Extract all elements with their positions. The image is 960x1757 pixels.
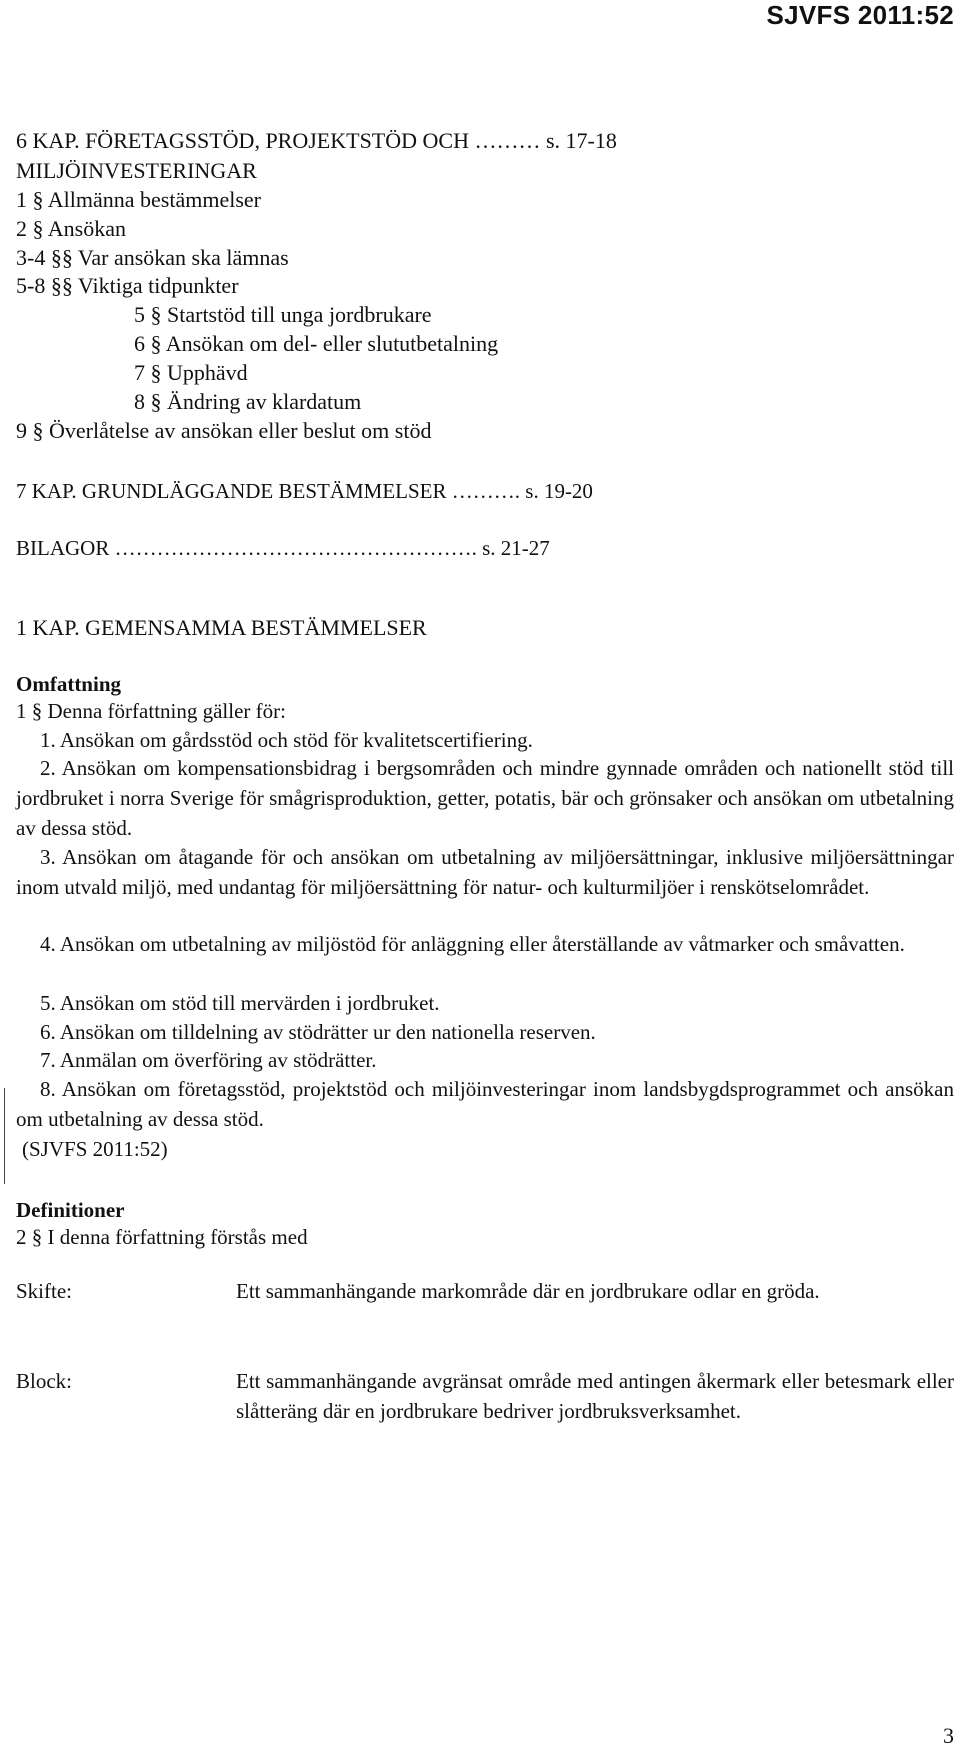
scope-item-5: 5. Ansökan om stöd till mervärden i jordbruket. — [40, 991, 440, 1015]
definitioner-heading: Definitioner — [16, 1198, 125, 1222]
definition-text: Ett sammanhängande avgränsat område med antingen åkermark eller betesmark eller slåtteräng där en jordbrukare bedriver jordbruksverksamhet. — [236, 1369, 954, 1423]
toc-item: 1 § Allmänna bestämmelser — [16, 187, 261, 212]
chapter-1-title: 1 KAP. GEMENSAMMA BESTÄMMELSER — [16, 615, 427, 640]
toc-item: 5-8 §§ Viktiga tidpunkter — [16, 273, 239, 298]
definition-text: Ett sammanhängande markområde där en jordbrukare odlar en gröda. — [236, 1279, 820, 1303]
scope-item-2: 2. Ansökan om kompensationsbidrag i bergsområden och mindre gynnade områden och nationellt stöd till jordbruket i norra Sverige för smågrisproduktion, getter, potatis, bär och grönsaker och ansökan om utbetalning av dessa stöd. — [16, 756, 954, 840]
scope-item-3: 3. Ansökan om åtagande för och ansökan om utbetalning av miljöersättningar, inklusive miljöersättningar inom utvald miljö, med undantag för miljöersättning för natur- och kulturmiljöer i renskötselområdet. — [16, 845, 954, 899]
definition-term: Block: — [16, 1369, 72, 1393]
document-id-header: SJVFS 2011:52 — [766, 0, 954, 30]
toc-chapter-6-line1: 6 KAP. FÖRETAGSSTÖD, PROJEKTSTÖD OCH ……… s. 17-18 — [16, 128, 617, 153]
toc-item: 3-4 §§ Var ansökan ska lämnas — [16, 245, 289, 270]
margin-change-bar — [4, 1088, 5, 1184]
scope-item-6: 6. Ansökan om tilldelning av stödrätter ur den nationella reserven. — [40, 1020, 596, 1044]
toc-item: 2 § Ansökan — [16, 216, 126, 241]
omfattning-heading: Omfattning — [16, 672, 121, 696]
definitioner-intro: 2 § I denna författning förstås med — [16, 1225, 308, 1249]
toc-subitem: 7 § Upphävd — [134, 360, 248, 385]
scope-item-4: 4. Ansökan om utbetalning av miljöstöd för anläggning eller återställande av våtmarker och småvatten. — [40, 932, 905, 956]
toc-subitem: 8 § Ändring av klardatum — [134, 389, 362, 414]
scope-item-7: 7. Anmälan om överföring av stödrätter. — [40, 1048, 377, 1072]
scope-item-8: 8. Ansökan om företagsstöd, projektstöd och miljöinvesteringar inom landsbygdsprogrammet och ansökan om utbetalning av dessa stöd. — [16, 1077, 954, 1131]
toc-item: 9 § Överlåtelse av ansökan eller beslut om stöd — [16, 418, 432, 443]
toc-chapter-6-line2: MILJÖINVESTERINGAR — [16, 158, 257, 183]
omfattning-intro: 1 § Denna författning gäller för: — [16, 699, 286, 723]
definition-term: Skifte: — [16, 1279, 72, 1303]
scope-item-1: 1. Ansökan om gårdsstöd och stöd för kvalitetscertifiering. — [40, 728, 533, 752]
amendment-reference: (SJVFS 2011:52) — [22, 1137, 168, 1161]
toc-subitem: 6 § Ansökan om del- eller slututbetalning — [134, 331, 499, 356]
toc-chapter-7: 7 KAP. GRUNDLÄGGANDE BESTÄMMELSER ………. s. 19-20 — [16, 479, 593, 503]
toc-subitem: 5 § Startstöd till unga jordbrukare — [134, 302, 432, 327]
toc-bilagor: BILAGOR ……………………………………………. s. 21-27 — [16, 536, 550, 560]
page-number: 3 — [943, 1723, 954, 1748]
